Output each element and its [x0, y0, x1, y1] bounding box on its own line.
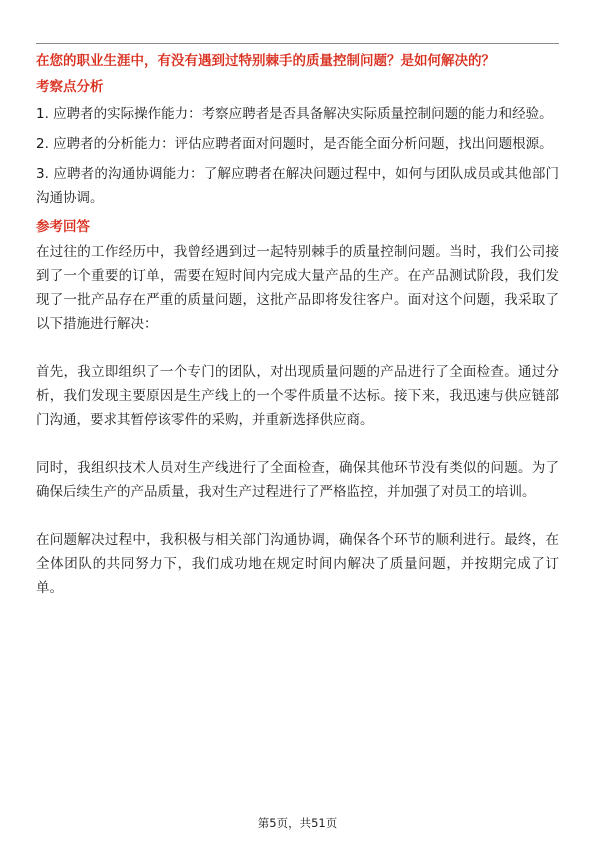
question-title: 在您的职业生涯中，有没有遇到过特别棘手的质量控制问题？是如何解决的？: [36, 53, 495, 69]
page-content: [36, 50, 559, 600]
analysis-item-1: 1. 应聘者的实际操作能力：考察应聘者是否具备解决实际质量控制问题的能力和经验。: [36, 106, 553, 122]
answer-paragraph-4: 在问题解决过程中，我积极与相关部门沟通协调，确保各个环节的顺利进行。最终，在全体团队的共同努力下，我们成功地在规定时间内解决了质量问题，并按期完成了订单。: [36, 532, 559, 596]
header-rule: [36, 43, 559, 44]
analysis-heading: 考察点分析: [36, 79, 104, 95]
answer-paragraph-3: 同时，我组织技术人员对生产线进行了全面检查，确保其他环节没有类似的问题。为了确保后续生产的产品质量，我对生产过程进行了严格监控，并加强了对员工的培训。: [36, 460, 559, 500]
answer-paragraph-1: 在过往的工作经历中，我曾经遇到过一起特别棘手的质量控制问题。当时，我们公司接到了一个重要的订单，需要在短时间内完成大量产品的生产。在产品测试阶段，我们发现了一批产品存在严重的质量问题，这批产品即将发往客户。面对这个问题，我采取了以下措施进行解决：: [36, 244, 559, 332]
answer-paragraph-2: 首先，我立即组织了一个专门的团队，对出现质量问题的产品进行了全面检查。通过分析，我们发现主要原因是生产线上的一个零件质量不达标。接下来，我迅速与供应链部门沟通，要求其暂停该零件的采购，并重新选择供应商。: [36, 364, 559, 428]
analysis-item-2: 2. 应聘者的分析能力：评估应聘者面对问题时，是否能全面分析问题，找出问题根源。: [36, 136, 553, 152]
page-number: 第5页，共51页: [257, 816, 338, 830]
analysis-item-3: 3. 应聘者的沟通协调能力：了解应聘者在解决问题过程中，如何与团队成员或其他部门沟通协调。: [36, 166, 559, 206]
answer-heading: 参考回答: [36, 219, 90, 235]
